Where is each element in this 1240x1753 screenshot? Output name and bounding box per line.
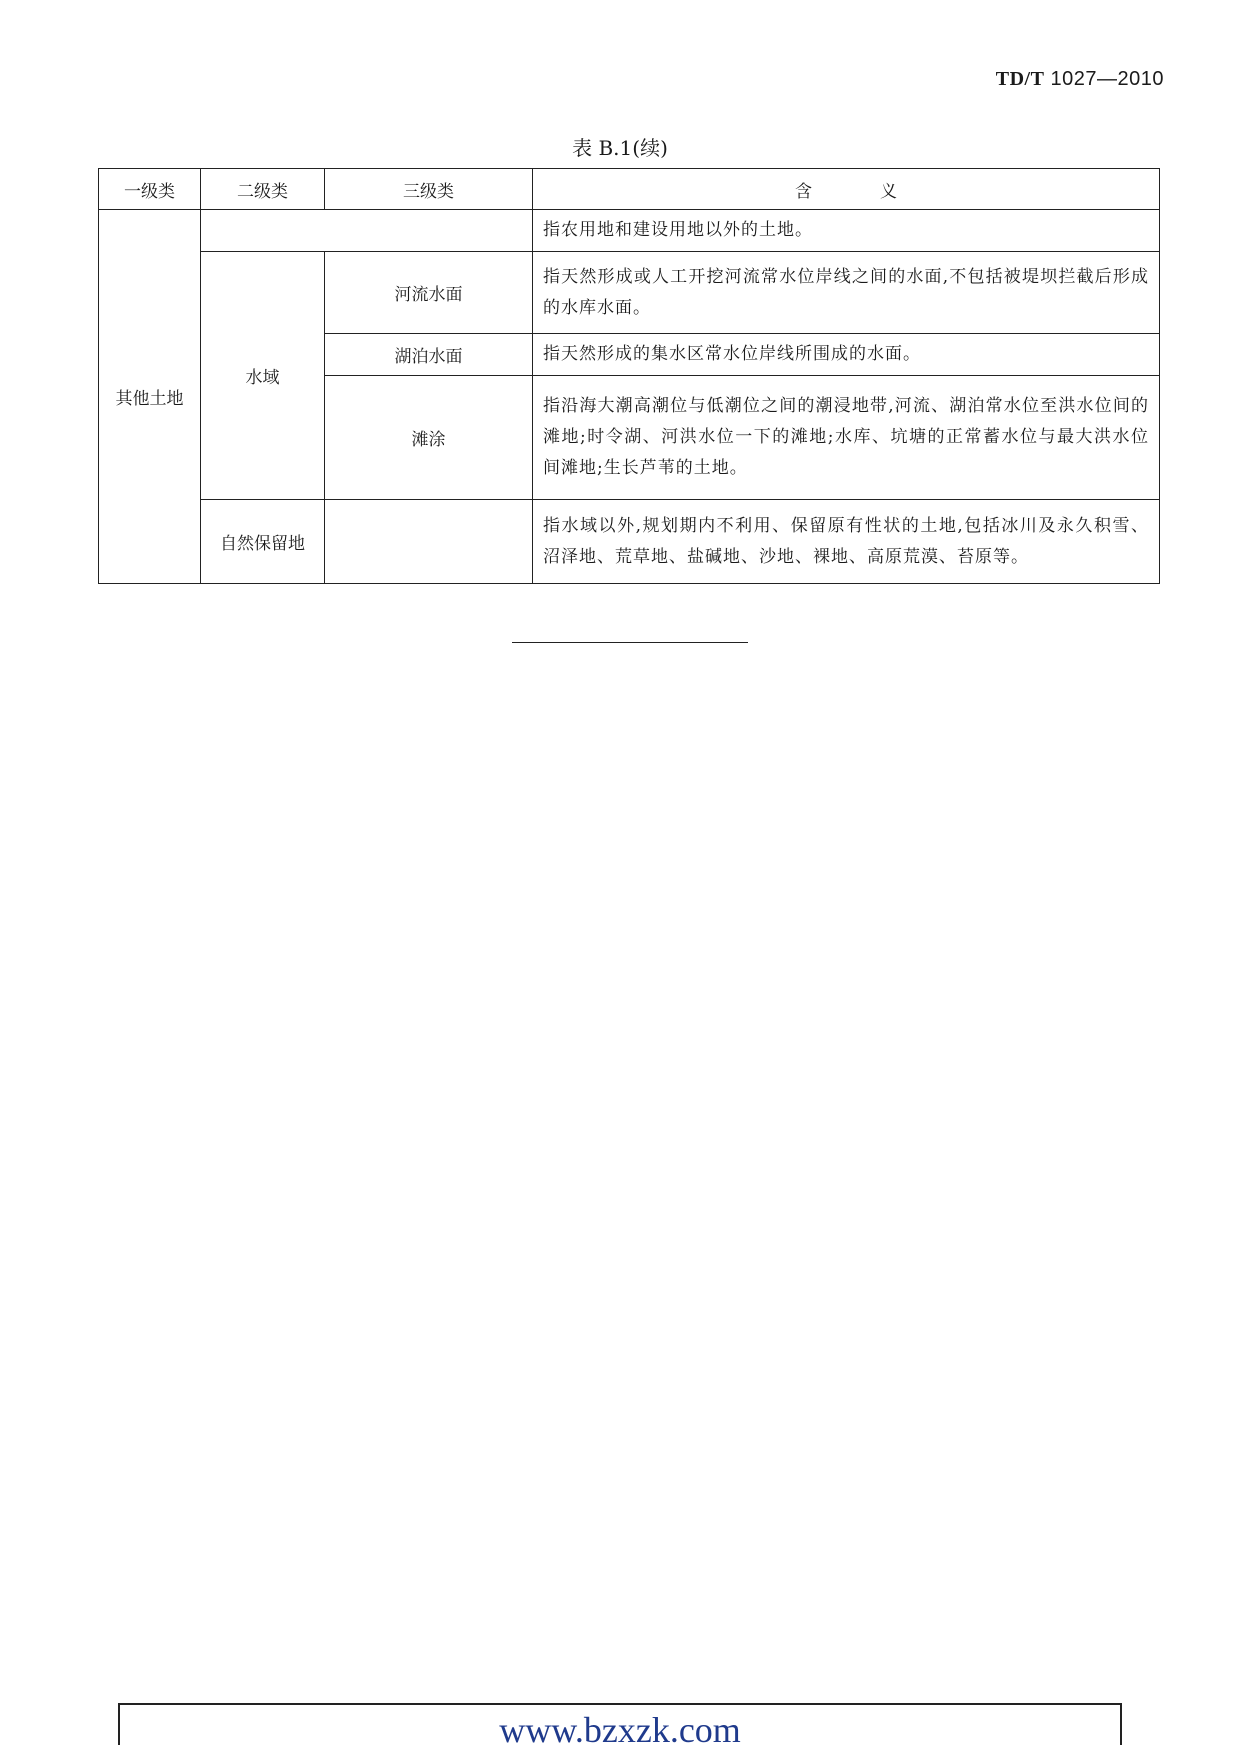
table-caption: 表 B.1(续) xyxy=(572,136,668,160)
footer-url: www.bzxzk.com xyxy=(499,1710,741,1750)
level3-cell: 滩涂 xyxy=(325,376,533,500)
standard-code: 1027—2010 xyxy=(1050,68,1164,90)
level3-cell: 河流水面 xyxy=(325,252,533,334)
column-header-level3: 三级类 xyxy=(325,169,533,210)
level3-cell: 湖泊水面 xyxy=(325,334,533,376)
level3-cell-empty xyxy=(325,500,533,584)
land-classification-table xyxy=(98,168,1160,584)
level2-cell-water: 水域 xyxy=(201,252,325,500)
standard-prefix: TD/T xyxy=(995,68,1045,90)
meaning-cell: 指水域以外,规划期内不利用、保留原有性状的土地,包括冰川及永久积雪、沼泽地、荒草地、盐碱地、沙地、裸地、高原荒漠、苔原等。 xyxy=(533,500,1160,584)
column-header-level1: 一级类 xyxy=(99,169,201,210)
meaning-cell: 指沿海大潮高潮位与低潮位之间的潮浸地带,河流、湖泊常水位至洪水位间的滩地;时令湖、河洪水位一下的滩地;水库、坑塘的正常蓄水位与最大洪水位间滩地;生长芦苇的土地。 xyxy=(533,376,1160,500)
level1-cell: 其他土地 xyxy=(99,210,201,584)
meaning-cell: 指天然形成的集水区常水位岸线所围成的水面。 xyxy=(533,334,1160,376)
meaning-cell: 指农用地和建设用地以外的土地。 xyxy=(533,210,1160,252)
meaning-cell: 指天然形成或人工开挖河流常水位岸线之间的水面,不包括被堤坝拦截后形成的水库水面。 xyxy=(533,252,1160,334)
table-row xyxy=(99,252,1160,334)
column-header-level2: 二级类 xyxy=(201,169,325,210)
table-header-row xyxy=(99,169,1160,210)
table-row xyxy=(99,210,1160,252)
level2-cell-reserve: 自然保留地 xyxy=(201,500,325,584)
empty-cell xyxy=(201,210,533,252)
end-rule xyxy=(512,642,748,643)
table-row xyxy=(99,500,1160,584)
standard-number xyxy=(996,68,1164,91)
column-header-meaning: 含 义 xyxy=(533,169,1160,210)
